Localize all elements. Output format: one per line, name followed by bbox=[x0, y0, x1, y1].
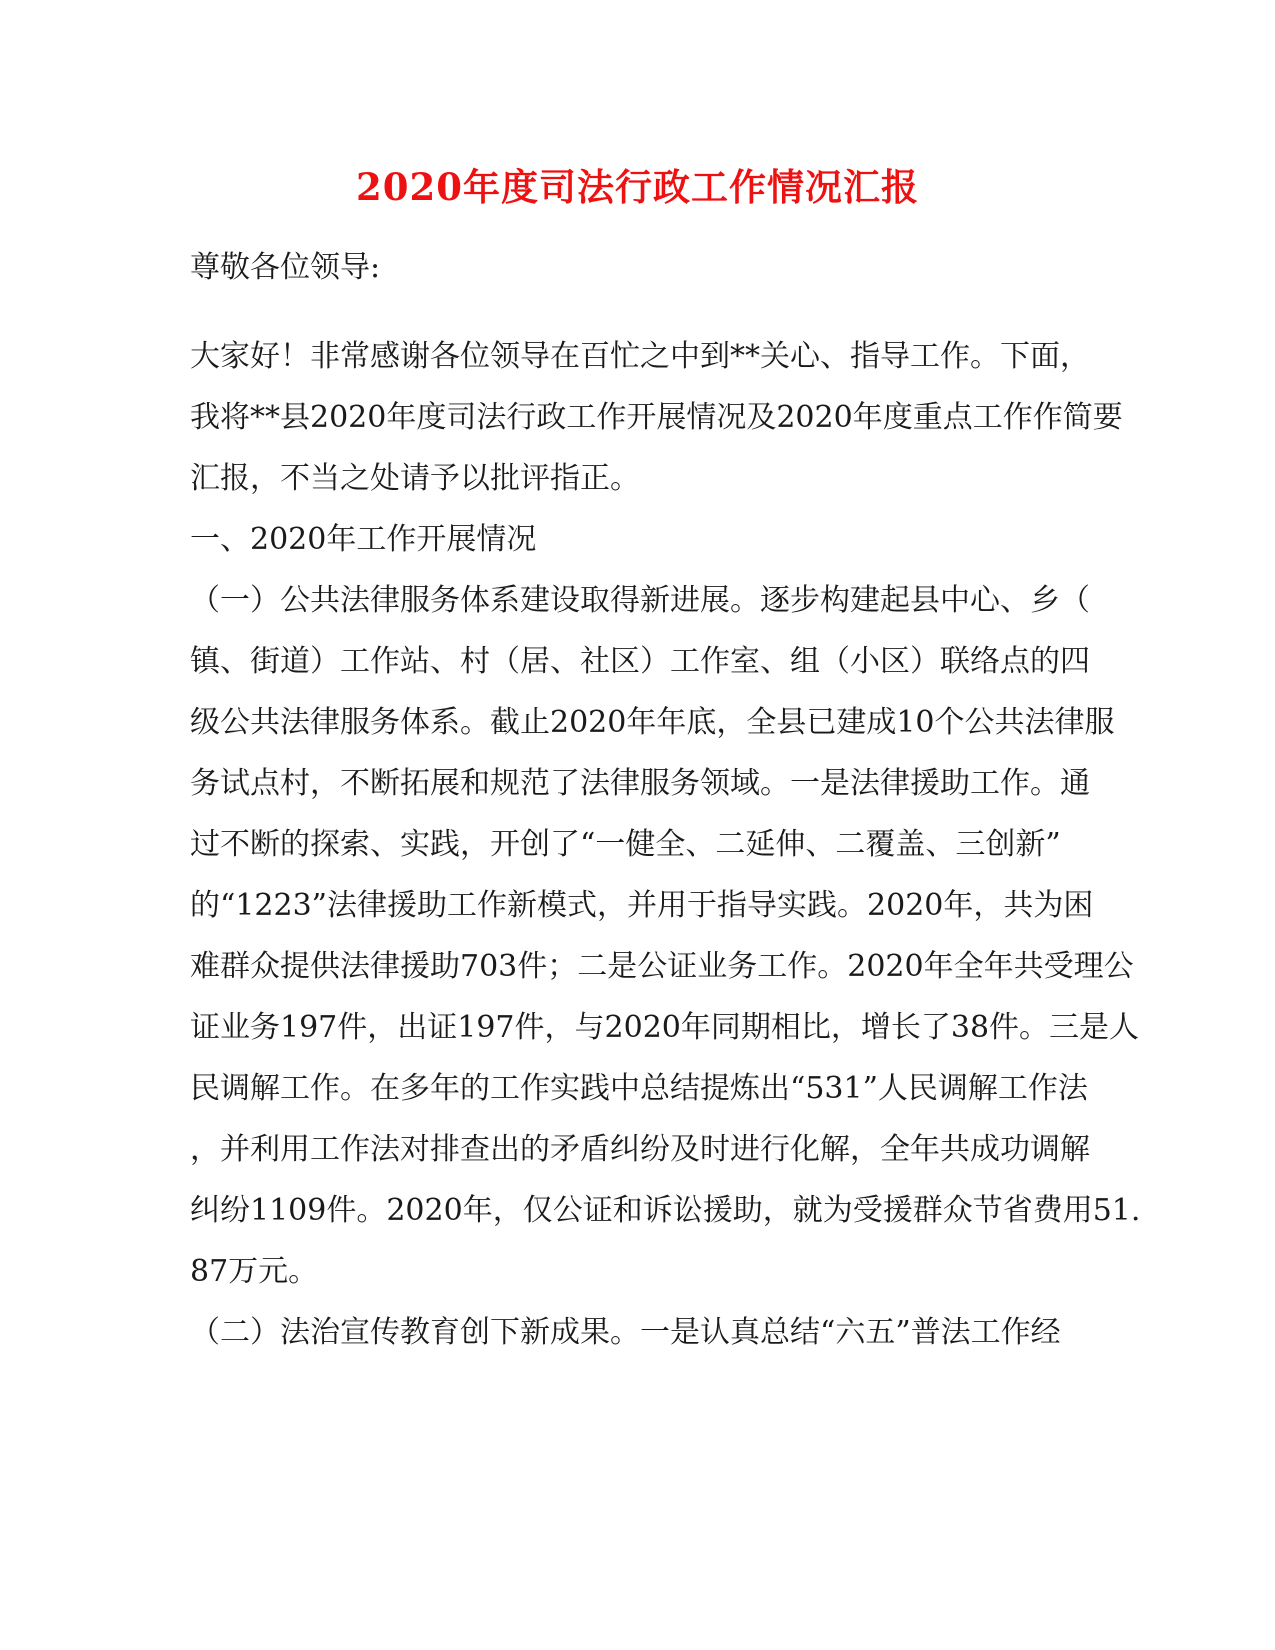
salutation-line: 尊敬各位领导: bbox=[190, 250, 381, 285]
body-line: 大家好！非常感谢各位领导在百忙之中到**关心、指导工作。下面， bbox=[190, 339, 1090, 374]
body-line: 民调解工作。在多年的工作实践中总结提炼出“531”人民调解工作法 bbox=[190, 1071, 1088, 1106]
body-line: 镇、街道）工作站、村（居、社区）工作室、组（小区）联络点的四 bbox=[190, 644, 1090, 679]
body-line: 务试点村，不断拓展和规范了法律服务领域。一是法律援助工作。通 bbox=[190, 766, 1090, 801]
body-line: 级公共法律服务体系。截止2020年年底，全县已建成10个公共法律服 bbox=[190, 705, 1115, 740]
body-line: 证业务197件，出证197件，与2020年同期相比，增长了38件。三是人 bbox=[190, 1010, 1140, 1045]
body-line: 难群众提供法律援助703件；二是公证业务工作。2020年全年共受理公 bbox=[190, 949, 1134, 984]
body-line: 纠纷1109件。2020年，仅公证和诉讼援助，就为受援群众节省费用51. bbox=[190, 1193, 1141, 1228]
body-line: 过不断的探索、实践，开创了“一健全、二延伸、二覆盖、三创新” bbox=[190, 827, 1061, 862]
document-title: 2020年度司法行政工作情况汇报 bbox=[356, 165, 919, 209]
body-line: 87万元。 bbox=[190, 1254, 319, 1289]
body-line: 我将**县2020年度司法行政工作开展情况及2020年度重点工作作简要 bbox=[190, 400, 1123, 435]
body-line: 汇报，不当之处请予以批评指正。 bbox=[190, 461, 640, 496]
body-line: ，并利用工作法对排查出的矛盾纠纷及时进行化解，全年共成功调解 bbox=[190, 1132, 1090, 1167]
body-line: （一）公共法律服务体系建设取得新进展。逐步构建起县中心、乡（ bbox=[190, 583, 1090, 618]
body-line: 的“1223”法律援助工作新模式，并用于指导实践。2020年，共为困 bbox=[190, 888, 1094, 923]
body-line: （二）法治宣传教育创下新成果。一是认真总结“六五”普法工作经 bbox=[190, 1315, 1061, 1350]
section-heading: 一、2020年工作开展情况 bbox=[190, 522, 537, 557]
